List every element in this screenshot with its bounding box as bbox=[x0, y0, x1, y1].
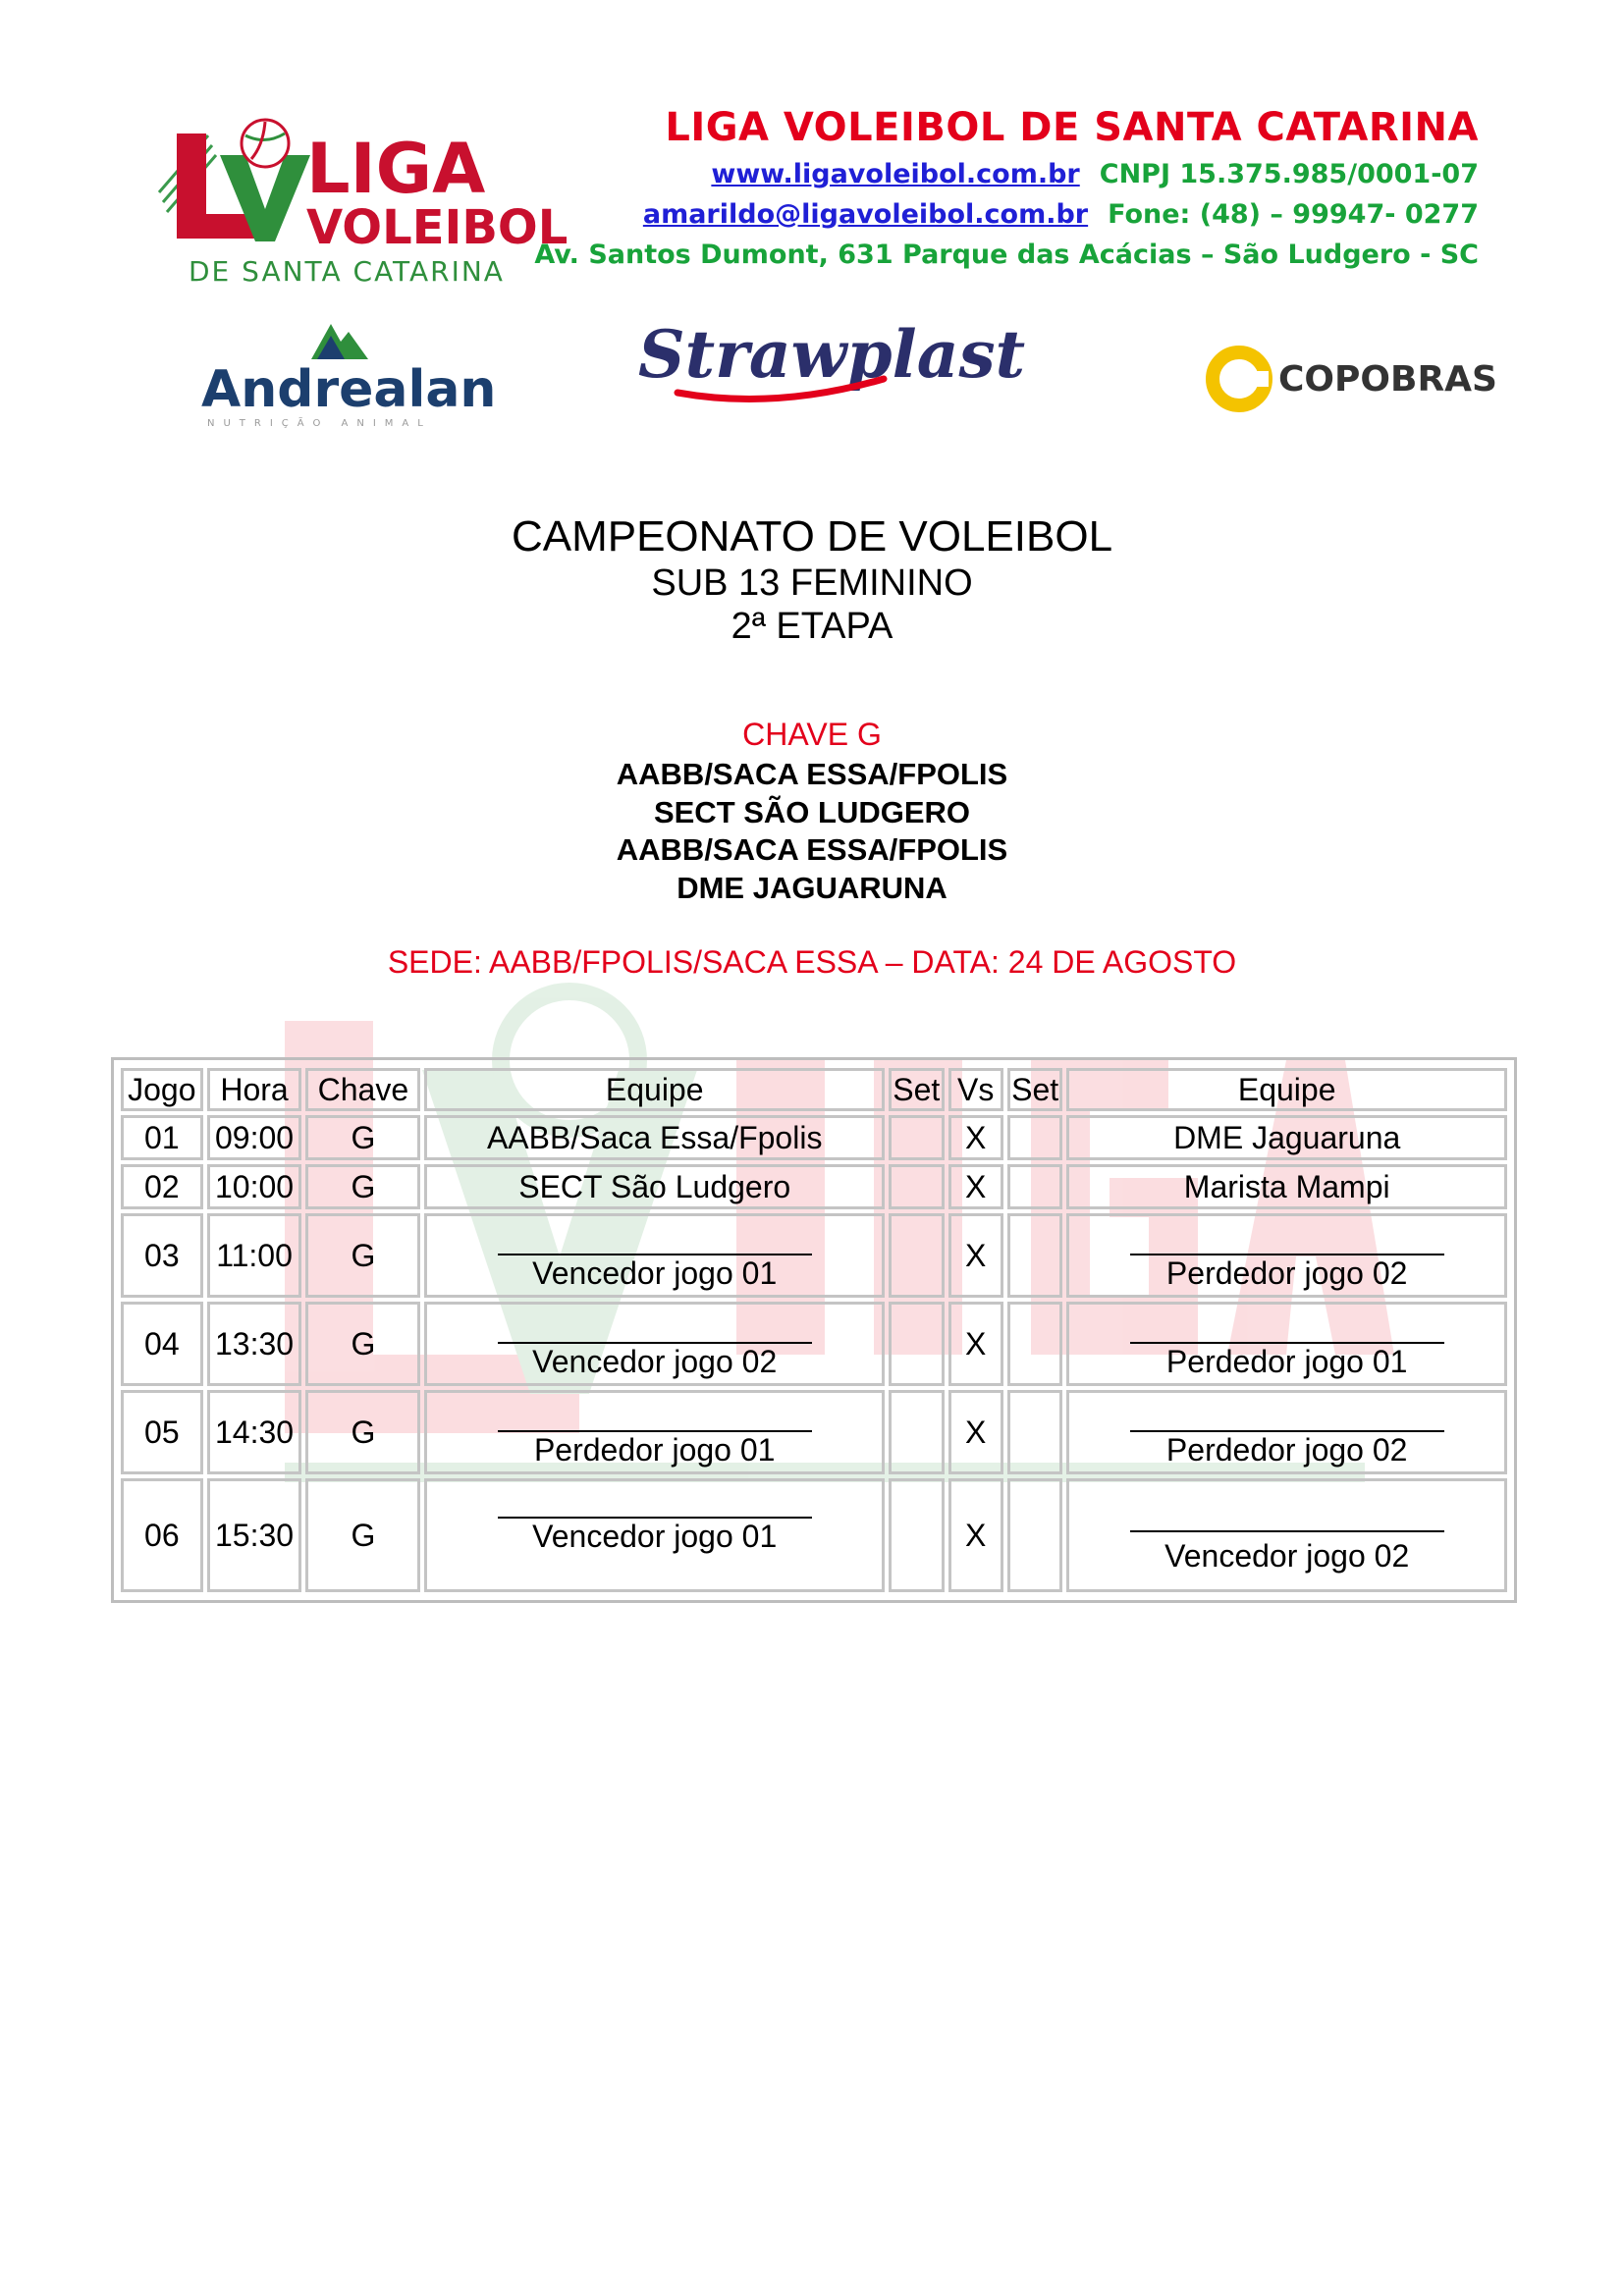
table-row bbox=[121, 1390, 1507, 1474]
liga-voleibol-logo bbox=[149, 116, 568, 288]
group-team: AABB/SACA ESSA/FPOLIS bbox=[616, 832, 1008, 867]
cell-hora: 15:30 bbox=[207, 1478, 302, 1592]
cell-set-2[interactable] bbox=[1007, 1164, 1062, 1209]
blank-line bbox=[498, 1397, 812, 1432]
cell-equipe-2: Marista Mampi bbox=[1066, 1164, 1507, 1209]
cell-jogo: 02 bbox=[121, 1164, 203, 1209]
cell-chave: G bbox=[305, 1164, 420, 1209]
cell-chave: G bbox=[305, 1478, 420, 1592]
team-placeholder: Vencedor jogo 01 bbox=[532, 1519, 778, 1554]
address-text: Av. Santos Dumont, 631 Parque das Acácias – São Ludgero - SC bbox=[534, 240, 1479, 270]
cell-equipe-2 bbox=[1066, 1302, 1507, 1386]
cell-equipe-1 bbox=[424, 1478, 885, 1592]
phone-text: Fone: (48) – 99947- 0277 bbox=[1108, 199, 1479, 230]
logo-word-voleibol: VOLEIBOL bbox=[306, 200, 568, 255]
stage-title: 2ª ETAPA bbox=[731, 606, 893, 647]
table-row bbox=[121, 1164, 1507, 1209]
schedule-table-wrapper bbox=[111, 1057, 1517, 1603]
cell-chave: G bbox=[305, 1302, 420, 1386]
group-team: DME JAGUARUNA bbox=[677, 870, 947, 905]
cell-jogo: 05 bbox=[121, 1390, 203, 1474]
cell-equipe-2: DME Jaguaruna bbox=[1066, 1115, 1507, 1160]
table-header-row bbox=[121, 1068, 1507, 1111]
volleyball-icon bbox=[242, 120, 289, 167]
team-placeholder: Perdedor jogo 02 bbox=[1165, 1255, 1408, 1291]
group-team: SECT SÃO LUDGERO bbox=[653, 794, 971, 829]
cell-equipe-1 bbox=[424, 1213, 885, 1298]
cnpj-text: CNPJ 15.375.985/0001-07 bbox=[1099, 159, 1479, 189]
team-placeholder: Perdedor jogo 02 bbox=[1165, 1432, 1408, 1468]
cell-set-2[interactable] bbox=[1007, 1478, 1062, 1592]
blank-line bbox=[498, 1483, 812, 1519]
logo-word-santa-catarina: DE SANTA CATARINA bbox=[189, 255, 505, 288]
team-placeholder: Vencedor jogo 01 bbox=[532, 1255, 778, 1291]
team-placeholder: Perdedor jogo 01 bbox=[533, 1432, 776, 1468]
category-title: SUB 13 FEMININO bbox=[651, 562, 973, 604]
copobras-logo bbox=[1206, 344, 1497, 414]
copobras-name: COPOBRAS bbox=[1278, 359, 1497, 400]
cell-hora: 13:30 bbox=[207, 1302, 302, 1386]
cell-hora: 14:30 bbox=[207, 1390, 302, 1474]
cell-equipe-1: SECT São Ludgero bbox=[424, 1164, 885, 1209]
website-link[interactable]: www.ligavoleibol.com.br bbox=[711, 159, 1080, 189]
cell-set-1[interactable] bbox=[889, 1390, 944, 1474]
cell-set-2[interactable] bbox=[1007, 1213, 1062, 1298]
cell-vs: X bbox=[948, 1302, 1003, 1386]
org-info bbox=[534, 101, 1479, 275]
header-chave: Chave bbox=[305, 1068, 420, 1111]
championship-title: CAMPEONATO DE VOLEIBOL bbox=[511, 512, 1113, 561]
cell-equipe-2 bbox=[1066, 1213, 1507, 1298]
cell-set-1[interactable] bbox=[889, 1302, 944, 1386]
blank-line bbox=[1130, 1308, 1444, 1344]
cell-set-1[interactable] bbox=[889, 1115, 944, 1160]
cell-set-2[interactable] bbox=[1007, 1390, 1062, 1474]
andrealan-logo bbox=[201, 312, 497, 430]
venue-date: SEDE: AABB/FPOLIS/SACA ESSA – DATA: 24 DE AGOSTO bbox=[387, 944, 1237, 980]
cell-equipe-2 bbox=[1066, 1478, 1507, 1592]
header-jogo: Jogo bbox=[121, 1068, 203, 1111]
cell-hora: 11:00 bbox=[207, 1213, 302, 1298]
table-row bbox=[121, 1478, 1507, 1592]
cell-vs: X bbox=[948, 1115, 1003, 1160]
header-equipe-1: Equipe bbox=[424, 1068, 885, 1111]
team-placeholder: Perdedor jogo 01 bbox=[1165, 1344, 1408, 1379]
cell-jogo: 04 bbox=[121, 1302, 203, 1386]
group-label: CHAVE G bbox=[742, 717, 882, 752]
cell-vs: X bbox=[948, 1213, 1003, 1298]
cell-set-1[interactable] bbox=[889, 1213, 944, 1298]
header-hora: Hora bbox=[207, 1068, 302, 1111]
cell-chave: G bbox=[305, 1390, 420, 1474]
table-row bbox=[121, 1213, 1507, 1298]
blank-line bbox=[1130, 1397, 1444, 1432]
table-row bbox=[121, 1302, 1507, 1386]
logo-word-liga: LIGA bbox=[306, 129, 486, 209]
cell-set-2[interactable] bbox=[1007, 1115, 1062, 1160]
cell-vs: X bbox=[948, 1164, 1003, 1209]
cell-equipe-2 bbox=[1066, 1390, 1507, 1474]
andrealan-name: Andrealan bbox=[201, 360, 497, 419]
team-placeholder: Vencedor jogo 02 bbox=[1164, 1538, 1410, 1574]
blank-line bbox=[498, 1220, 812, 1255]
cell-chave: G bbox=[305, 1115, 420, 1160]
header-set-2: Set bbox=[1007, 1068, 1062, 1111]
cell-jogo: 01 bbox=[121, 1115, 203, 1160]
schedule-table bbox=[117, 1064, 1511, 1596]
email-link[interactable]: amarildo@ligavoleibol.com.br bbox=[642, 199, 1089, 230]
header-set-1: Set bbox=[889, 1068, 944, 1111]
cell-set-2[interactable] bbox=[1007, 1302, 1062, 1386]
cell-equipe-1 bbox=[424, 1302, 885, 1386]
blank-line bbox=[498, 1308, 812, 1344]
andrealan-tagline: NUTRIÇÃO ANIMAL bbox=[207, 418, 432, 429]
cell-hora: 09:00 bbox=[207, 1115, 302, 1160]
header-vs: Vs bbox=[948, 1068, 1003, 1111]
group-team-list bbox=[0, 756, 1624, 907]
cell-jogo: 06 bbox=[121, 1478, 203, 1592]
org-title: LIGA VOLEIBOL DE SANTA CATARINA bbox=[665, 105, 1479, 150]
header-equipe-2: Equipe bbox=[1066, 1068, 1507, 1111]
cell-equipe-1 bbox=[424, 1390, 885, 1474]
team-placeholder: Vencedor jogo 02 bbox=[532, 1344, 778, 1379]
cell-vs: X bbox=[948, 1390, 1003, 1474]
cell-chave: G bbox=[305, 1213, 420, 1298]
cell-jogo: 03 bbox=[121, 1213, 203, 1298]
strawplast-name: Strawplast bbox=[638, 316, 1026, 393]
blank-line bbox=[1130, 1497, 1444, 1532]
group-team: AABB/SACA ESSA/FPOLIS bbox=[616, 757, 1008, 791]
cell-set-1[interactable] bbox=[889, 1164, 944, 1209]
blank-line bbox=[1130, 1220, 1444, 1255]
table-row bbox=[121, 1115, 1507, 1160]
cell-equipe-1: AABB/Saca Essa/Fpolis bbox=[424, 1115, 885, 1160]
cell-vs: X bbox=[948, 1478, 1003, 1592]
strawplast-logo bbox=[638, 316, 1041, 414]
cell-hora: 10:00 bbox=[207, 1164, 302, 1209]
cell-set-1[interactable] bbox=[889, 1478, 944, 1592]
